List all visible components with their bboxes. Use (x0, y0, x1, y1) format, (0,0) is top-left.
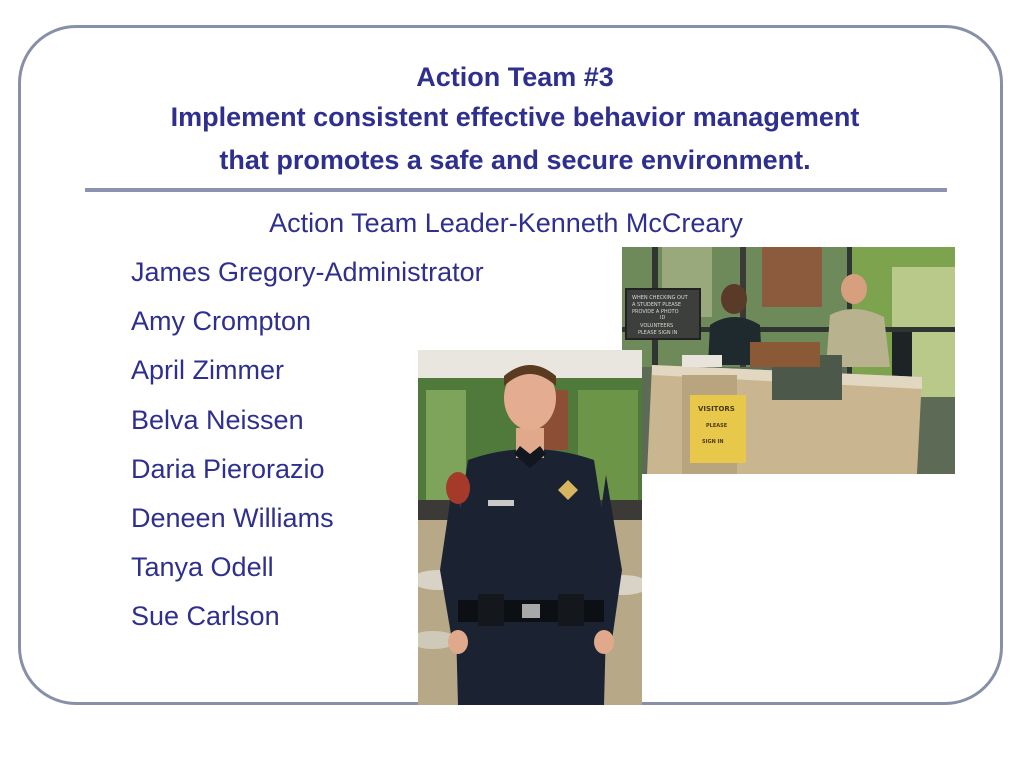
desk-placard-text: SIGN IN (702, 439, 724, 445)
team-member: Belva Neissen (131, 404, 304, 435)
title-line-3: that promotes a safe and secure environment. (219, 145, 811, 175)
desk-sign-text: PROVIDE A PHOTO (632, 309, 679, 315)
team-leader: Action Team Leader-Kenneth McCreary (269, 208, 743, 238)
title-divider (85, 188, 947, 192)
team-member: Deneen Williams (131, 502, 334, 533)
desk-sign-text: ID (660, 315, 666, 321)
desk-placard-text: VISITORS (698, 405, 735, 413)
desk-sign-text: VOLUNTEERS (640, 323, 674, 329)
team-member: Amy Crompton (131, 306, 312, 337)
desk-sign-text: A STUDENT PLEASE (632, 302, 682, 308)
title-line-2: Implement consistent effective behavior management (170, 102, 860, 132)
team-member: James Gregory-Administrator (131, 257, 484, 287)
title-line-1: Action Team #3 (416, 62, 614, 92)
slide-title (50, 58, 980, 182)
team-member: Tanya Odell (131, 552, 274, 583)
team-member: Daria Pierorazio (131, 453, 325, 484)
desk-sign-text: PLEASE SIGN IN (638, 330, 678, 336)
officer-photo (418, 350, 642, 705)
desk-sign-text: WHEN CHECKING OUT (632, 295, 688, 301)
team-member: Sue Carlson (131, 601, 280, 632)
desk-placard-text: PLEASE (706, 423, 728, 429)
team-member: April Zimmer (131, 355, 284, 386)
sign-in-desk-photo (622, 247, 955, 474)
